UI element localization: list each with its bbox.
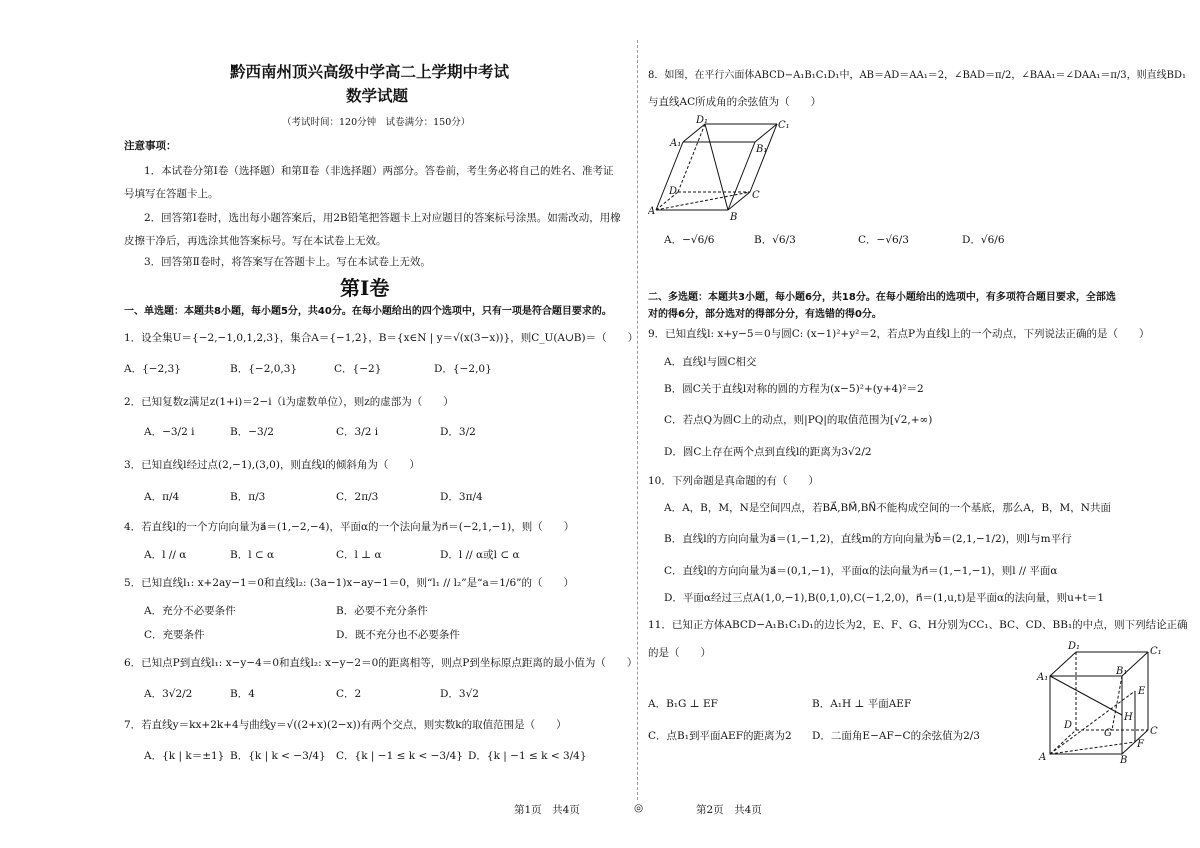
q9-stem: 9．已知直线l: x+y−5＝0与圆C: (x−1)²+y²＝2，若点P为直线l上的一个动点，下列说法正确的是（ ） (648, 328, 1150, 340)
q7-option-b: B．{k | k < −3/4} (230, 750, 326, 762)
q11-stem-line2: 的是（ ） (648, 647, 711, 659)
exam-title: 黔西南州顶兴高级中学高二上学期中考试 (230, 63, 510, 81)
fig8-label-b: B (730, 212, 738, 222)
q8-stem-line2: 与直线AC所成角的余弦值为（ ） (648, 96, 822, 108)
fig11-label-f: F (1137, 739, 1144, 750)
page-divider (637, 40, 638, 800)
q10-option-d: D．平面α经过三点A(1,0,−1),B(0,1,0),C(−1,2,0)，n⃗＝(1,u,t)是平面α的法向量，则u+t＝1 (664, 592, 1105, 604)
q11-option-b: B．A₁H ⊥ 平面AEF (812, 698, 912, 710)
q10-option-c: C．直线l的方向向量为a⃗＝(0,1,−1)，平面α的法向量为n⃗＝(1,−1,−1)，则l // 平面α (664, 565, 1058, 577)
fig11-label-g: G (1104, 728, 1112, 739)
q7-option-d: D．{k | −1 ≤ k < 3/4} (468, 750, 587, 762)
q2-option-a: A．−3/2 i (144, 426, 195, 438)
fig8-label-d: D (669, 186, 678, 197)
q6-stem: 6．已知点P到直线l₁: x−y−4＝0和直线l₂: x−y−2＝0的距离相等，则点P到坐标原点距离的最小值为（ ） (124, 657, 638, 669)
parallelepiped-figure (648, 112, 798, 222)
q6-option-d: D．3√2 (440, 688, 479, 700)
q5-stem: 5．已知直线l₁: x+2ay−1＝0和直线l₂: (3a−1)x−ay−1＝0，则“l₁ // l₂”是“a＝1/6”的（ ） (124, 577, 575, 589)
q8-stem-line1: 8．如图，在平行六面体ABCD−A₁B₁C₁D₁中，AB＝AD＝AA₁＝2，∠BAD＝π/2，∠BAA₁＝∠DAA₁＝π/3，则直线BD₁ (648, 70, 1187, 81)
q11-option-d: D．二面角E−AF−C的余弦值为2/3 (812, 730, 980, 742)
q5-option-d: D．既不充分也不必要条件 (336, 629, 460, 641)
q8-option-d: D．√6/6 (962, 234, 1005, 246)
cube-figure (1036, 638, 1162, 764)
footer-separator: ◎ (634, 802, 644, 814)
q2-stem: 2．已知复数z满足z(1+i)＝2−i（i为虚数单位），则z的虚部为（ ） (124, 396, 454, 408)
note-2a: 2．回答第Ⅰ卷时，选出每小题答案后，用2B铅笔把答题卡上对应题目的答案标号涂黑。如需改动，用橡 (144, 212, 621, 224)
q2-option-c: C．3/2 i (336, 426, 379, 438)
q4-option-c: C．l ⊥ α (336, 549, 382, 561)
q8-option-b: B．√6/3 (754, 234, 796, 246)
q6-option-a: A．3√2/2 (144, 688, 193, 700)
section2-heading-line2: 对的得6分，部分选对的得部分分，有选错的得0分。 (648, 309, 882, 320)
q9-option-a: A．直线l与圆C相交 (664, 356, 757, 368)
q6-option-c: C．2 (336, 688, 362, 700)
q3-option-d: D．3π/4 (440, 491, 483, 503)
q6-option-b: B．4 (230, 688, 255, 700)
q10-option-a: A．A，B，M，N是空间四点，若BA⃗,BM⃗,BN⃗不能构成空间的一个基底，那么A，B，M，N共面 (664, 502, 1111, 514)
q3-option-a: A．π/4 (144, 491, 180, 503)
q8-option-c: C．−√6/3 (858, 234, 909, 246)
exam-subtitle: 数学试题 (346, 87, 409, 105)
q9-option-c: C．若点Q为圆C上的动点，则|PQ|的取值范围为[√2,+∞) (664, 414, 933, 426)
q8-option-a: A．−√6/6 (664, 234, 715, 246)
q7-stem: 7．若直线y＝kx+2k+4与曲线y＝√((2+x)(2−x))有两个交点，则实数k的取值范围是（ ） (124, 719, 567, 731)
q1-stem: 1．设全集U＝{−2,−1,0,1,2,3}，集合A＝{−1,2}，B＝{x∈N | y＝√(x(3−x))}，则C_U(A∪B)＝（ ） (124, 332, 639, 344)
fig8-label-b1: B₁ (756, 144, 768, 155)
note-2b: 皮擦干净后，再选涂其他答案标号。写在本试卷上无效。 (124, 235, 387, 247)
q1-option-b: B．{−2,0,3} (230, 363, 298, 375)
q4-stem: 4．若直线l的一个方向向量为a⃗＝(1,−2,−4)，平面α的一个法向量为n⃗＝(−2,1,−1)，则（ ） (124, 521, 575, 533)
fig8-label-a: A (648, 206, 656, 217)
fig11-label-d: D (1064, 720, 1073, 731)
fig11-label-b1: B₁ (1116, 666, 1128, 677)
q4-option-a: A．l // α (144, 549, 187, 561)
q1-option-a: A．{−2,3} (124, 363, 181, 375)
fig11-label-e: E (1138, 686, 1146, 697)
fig11-label-h: H (1124, 712, 1133, 723)
exam-info: （考试时间：120分钟 试卷满分：150分） (282, 117, 471, 128)
q7-option-c: C．{k | −1 ≤ k < −3/4} (336, 750, 463, 762)
footer-page-left: 第1页 共4页 (514, 804, 580, 816)
q10-option-b: B．直线l的方向向量为a⃗＝(1,−1,2)，直线m的方向向量为b⃗＝(2,1,−1/2)，则l与m平行 (664, 533, 1072, 545)
q9-option-b: B．圆C关于直线l对称的圆的方程为(x−5)²+(y+4)²＝2 (664, 383, 924, 395)
fig11-label-d1: D₁ (1068, 641, 1081, 652)
note-3: 3．回答第Ⅱ卷时，将答案写在答题卡上。写在本试卷上无效。 (144, 256, 431, 268)
q11-stem-line1: 11．已知正方体ABCD−A₁B₁C₁D₁的边长为2，E、F、G、H分别为CC₁、BC、CD、BB₁的中点，则下列结论正确 (648, 619, 1188, 631)
fig8-label-a1: A₁ (670, 138, 682, 149)
footer-page-right: 第2页 共4页 (696, 804, 762, 816)
fig11-label-c: C (1150, 726, 1158, 737)
q4-option-d: D．l // α或l ⊂ α (440, 549, 520, 561)
q7-option-a: A．{k | k＝±1} (144, 750, 225, 762)
q5-option-b: B．必要不充分条件 (336, 605, 428, 617)
q5-option-a: A．充分不必要条件 (144, 605, 236, 617)
q3-option-c: C．2π/3 (336, 491, 379, 503)
q1-option-d: D．{−2,0} (434, 363, 492, 375)
q5-option-c: C．充要条件 (144, 629, 205, 641)
fig11-label-a1: A₁ (1037, 672, 1049, 683)
q1-option-c: C．{−2} (334, 363, 382, 375)
q11-option-a: A．B₁G ⊥ EF (648, 698, 718, 710)
q10-stem: 10．下列命题是真命题的有（ ） (648, 475, 819, 487)
fig8-label-c: C (752, 190, 760, 201)
fig8-label-c1: C₁ (778, 120, 790, 131)
q2-option-b: B．−3/2 (230, 426, 274, 438)
notes-heading: 注意事项： (124, 140, 177, 152)
fig11-label-b: B (1120, 755, 1128, 764)
q11-option-c: C．点B₁到平面AEF的距离为2 (648, 730, 792, 742)
q3-stem: 3．已知直线l经过点(2,−1),(3,0)，则直线l的倾斜角为（ ） (124, 459, 420, 471)
section2-heading-line1: 二、多选题：本题共3小题，每小题6分，共18分。在每小题给出的选项中，有多项符合题目要求，全部选 (648, 292, 1116, 303)
fig11-label-a: A (1039, 752, 1047, 763)
note-1b: 号填写在答题卡上。 (124, 188, 219, 200)
q4-option-b: B．l ⊂ α (230, 549, 275, 561)
q3-option-b: B．π/3 (230, 491, 266, 503)
volume-title: 第Ⅰ卷 (340, 276, 390, 300)
section1-heading: 一、单选题：本题共8小题，每小题5分，共40分。在每小题给出的四个选项中，只有一项是符合题目要求的。 (124, 306, 612, 317)
fig8-label-d1: D₁ (696, 115, 709, 126)
note-1a: 1．本试卷分第Ⅰ卷（选择题）和第Ⅱ卷（非选择题）两部分。答卷前，考生务必将自己的姓名、准考证 (144, 165, 614, 177)
fig11-label-c1: C₁ (1150, 646, 1162, 657)
q2-option-d: D．3/2 (440, 426, 476, 438)
q9-option-d: D．圆C上存在两个点到直线l的距离为3√2/2 (664, 446, 872, 458)
